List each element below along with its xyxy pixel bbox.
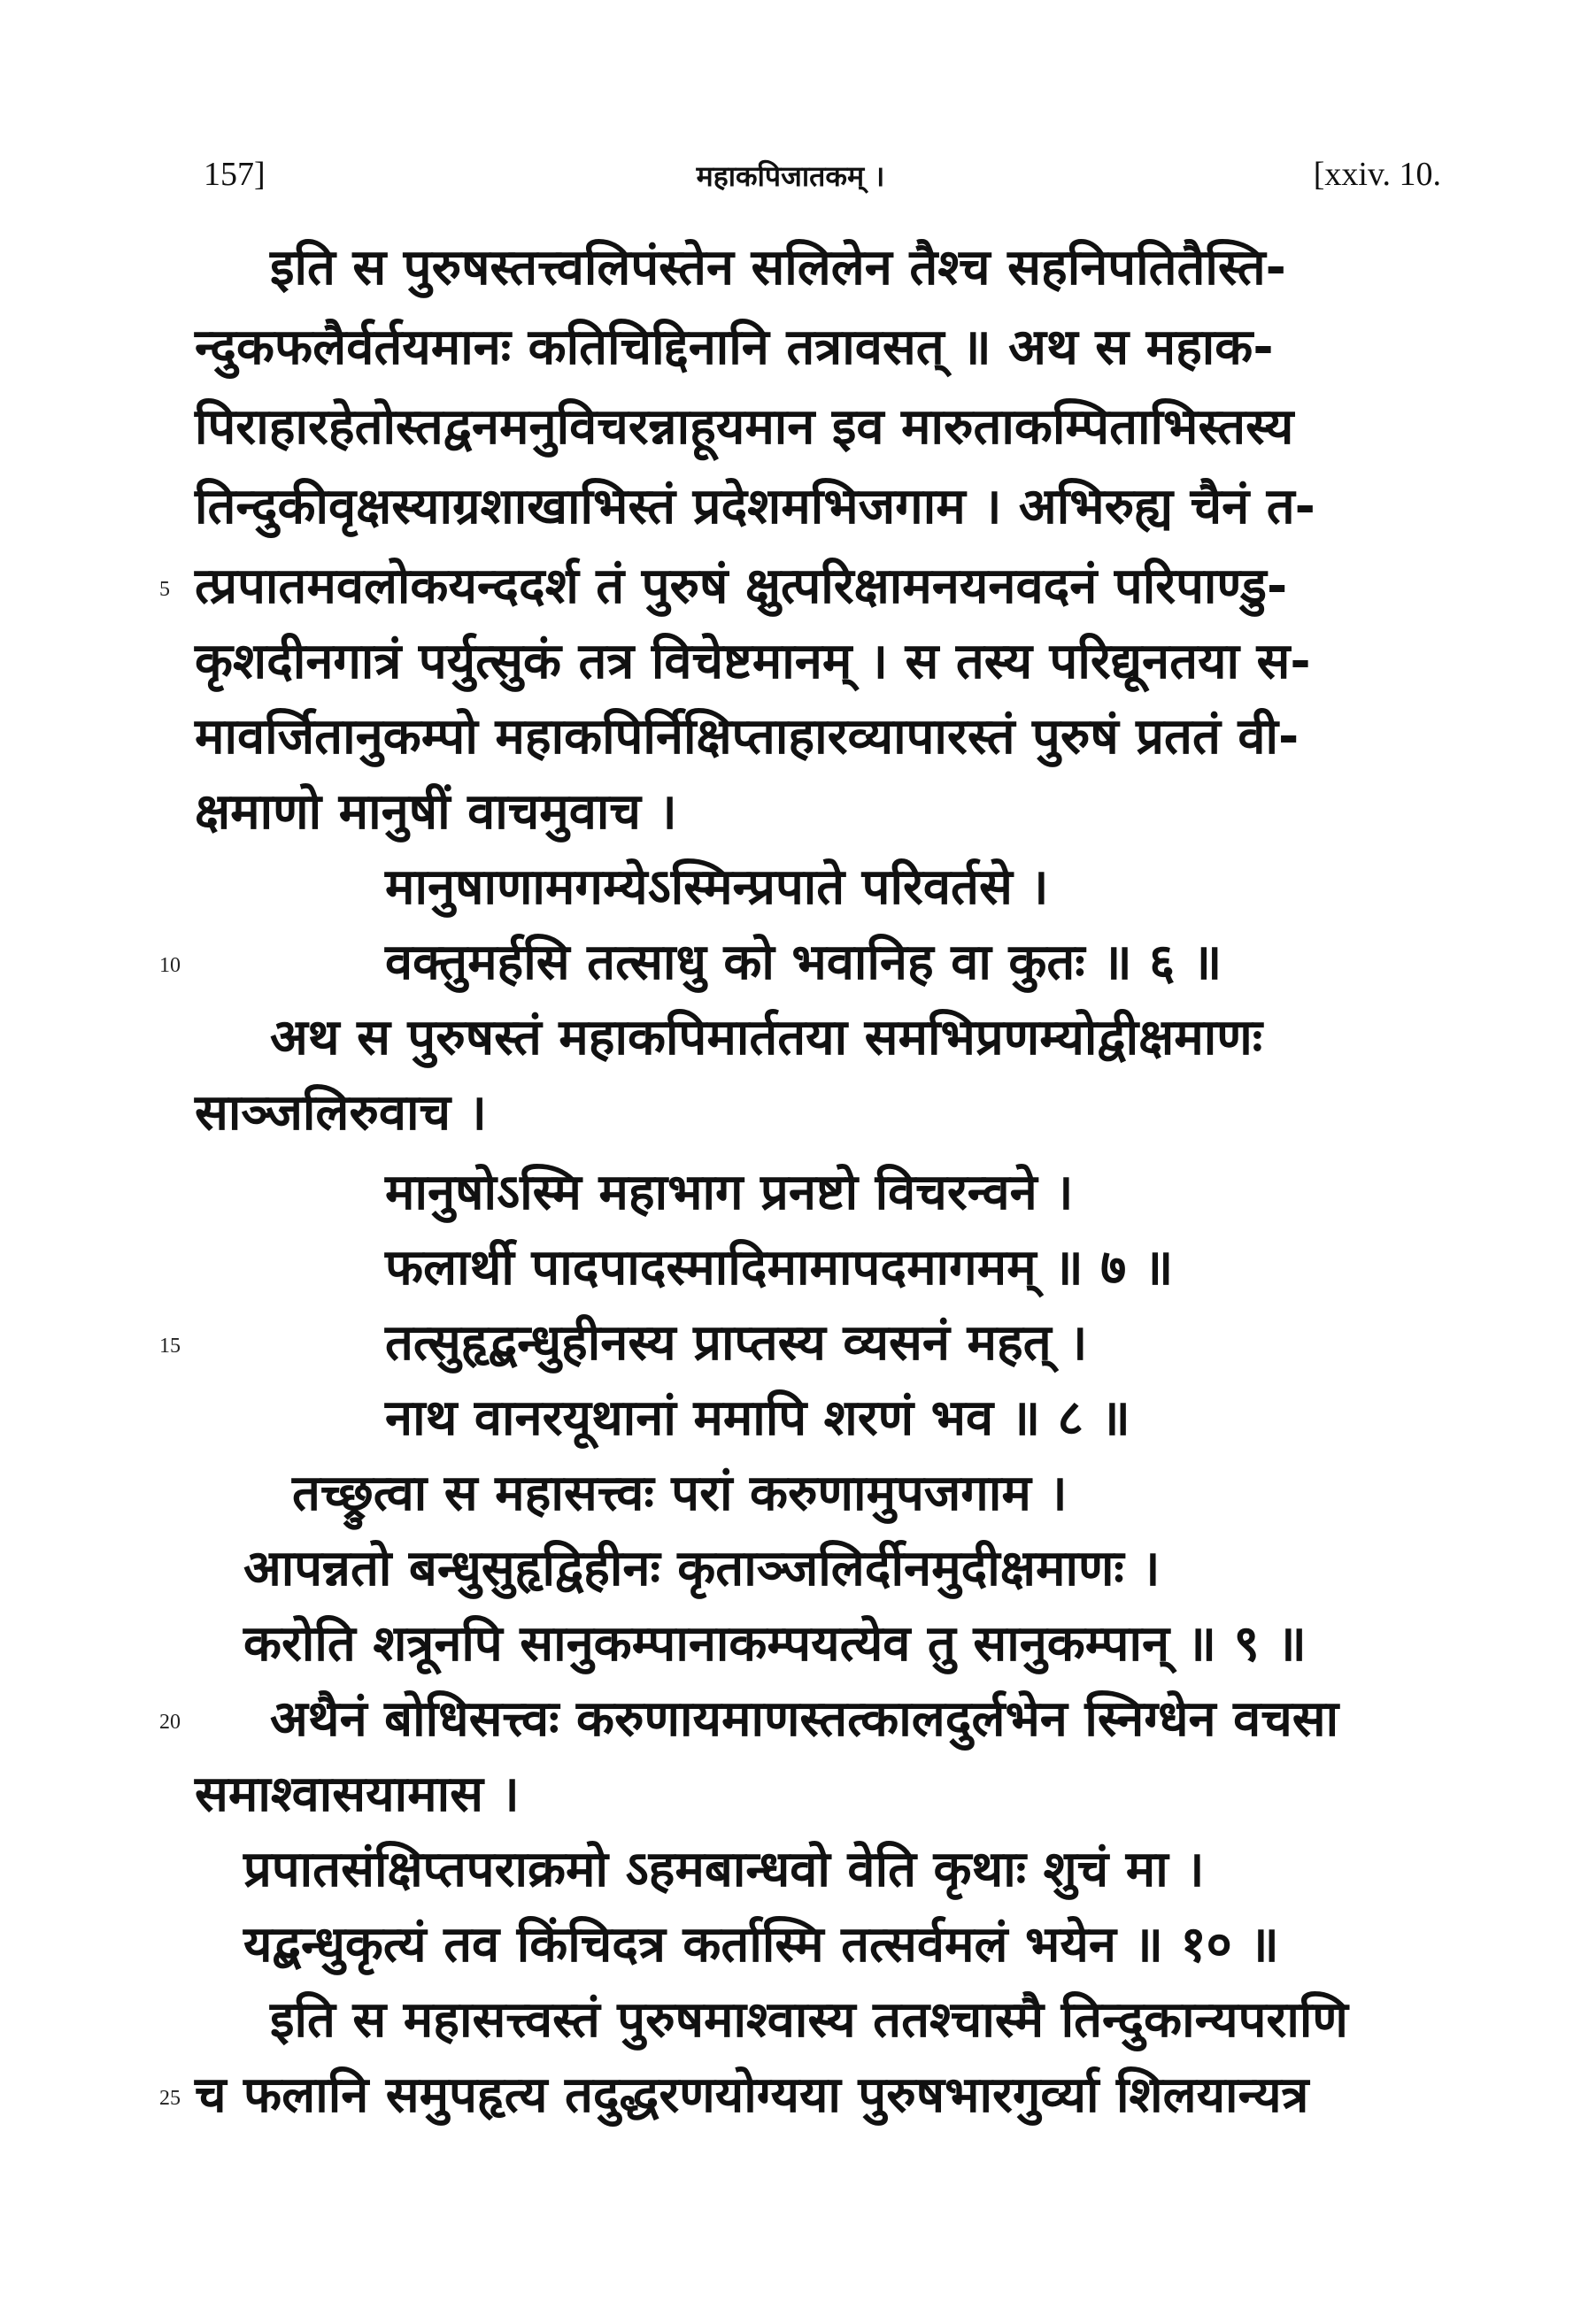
- text-line: कृशदीनगात्रं पर्युत्सुकं तत्र विचेष्टमानम् । स तस्य परिद्यूनतया स-: [195, 633, 1311, 690]
- verse-line: प्रपातसंक्षिप्तपराक्रमो ऽहमबान्धवो वेति कृथाः शुचं मा ।: [243, 1841, 1205, 1898]
- verse-line: मानुषोऽस्मि महाभाग प्रनष्टो विचरन्वने ।: [385, 1164, 1074, 1221]
- text-line: मावर्जितानुकम्पो महाकपिर्निक्षिप्ताहारव्यापारस्तं पुरुषं प्रततं वी-: [195, 708, 1300, 766]
- text-line: च फलानि समुपहृत्य तदुद्धरणयोग्यया पुरुषभारगुर्व्या शिलयान्यत्र: [195, 2066, 1309, 2124]
- line-number: 10: [159, 954, 181, 977]
- verse-line: नाथ वानरयूथानां ममापि शरणं भव ॥ ८ ॥: [385, 1389, 1130, 1447]
- text-line: समाश्वासयामास ।: [195, 1766, 520, 1823]
- line-number: 20: [159, 1711, 181, 1734]
- text-line: साञ्जलिरुवाच ।: [195, 1084, 487, 1142]
- verse-line: वक्तुमर्हसि तत्साधु को भवानिह वा कुतः ॥ ६ ॥: [385, 934, 1222, 991]
- page-number: 157]: [204, 156, 266, 193]
- verse-line: आपन्नतो बन्धुसुहृद्विहीनः कृताञ्जलिर्दीनमुदीक्षमाणः ।: [243, 1540, 1161, 1597]
- running-title: महाकपिजातकम् ।: [696, 159, 885, 193]
- verse-line: यद्बन्धुकृत्यं तव किंचिदत्र कर्तास्मि तत्सर्वमलं भयेन ॥ १० ॥: [243, 1916, 1279, 1974]
- verse-line: फलार्थी पादपादस्मादिमामापदमागमम् ॥ ७ ॥: [385, 1239, 1174, 1297]
- text-line: अथ स पुरुषस्तं महाकपिमार्ततया समभिप्रणम्योद्वीक्षमाणः: [270, 1009, 1263, 1066]
- text-line: तच्छ्रुत्वा स महासत्त्वः परां करुणामुपजगाम ।: [292, 1465, 1068, 1522]
- text-line: अथैनं बोधिसत्त्वः करुणायमाणस्तत्कालदुर्लभेन स्निग्धेन वचसा: [270, 1690, 1339, 1748]
- verse-line: करोति शत्रूनपि सानुकम्पानाकम्पयत्येव तु सानुकम्पान् ॥ ९ ॥: [243, 1615, 1307, 1673]
- text-line: त्प्रपातमवलोकयन्ददर्श तं पुरुषं क्षुत्परिक्षामनयनवदनं परिपाण्डु-: [195, 558, 1288, 615]
- text-line: इति स पुरुषस्तत्त्वलिपंस्तेन सलिलेन तैश्च सहनिपतितैस्ति-: [270, 239, 1286, 296]
- chapter-reference: [xxiv. 10.: [1313, 156, 1441, 193]
- verse-line: मानुषाणामगम्येऽस्मिन्प्रपाते परिवर्तसे ।: [385, 858, 1049, 916]
- line-number: 5: [159, 578, 170, 601]
- text-line: तिन्दुकीवृक्षस्याग्रशाखाभिस्तं प्रदेशमभिजगाम । अभिरुह्य चैनं त-: [195, 478, 1315, 535]
- page-header: [0, 155, 1581, 208]
- text-line: पिराहारहेतोस्तद्वनमनुविचरन्नाहूयमान इव मारुताकम्पिताभिस्तस्य: [195, 398, 1294, 456]
- line-number: 25: [159, 2087, 181, 2110]
- line-number: 15: [159, 1335, 181, 1358]
- text-line: इति स महासत्त्वस्तं पुरुषमाश्वास्य ततश्चास्मै तिन्दुकान्यपराणि: [270, 1991, 1348, 2049]
- text-line: न्दुकफलैर्वर्तयमानः कतिचिद्दिनानि तत्रावसत् ॥ अथ स महाक-: [195, 319, 1274, 376]
- verse-line: तत्सुहृद्बन्धुहीनस्य प्राप्तस्य व्यसनं महत् ।: [385, 1314, 1088, 1372]
- text-line: क्षमाणो मानुषीं वाचमुवाच ।: [195, 783, 677, 841]
